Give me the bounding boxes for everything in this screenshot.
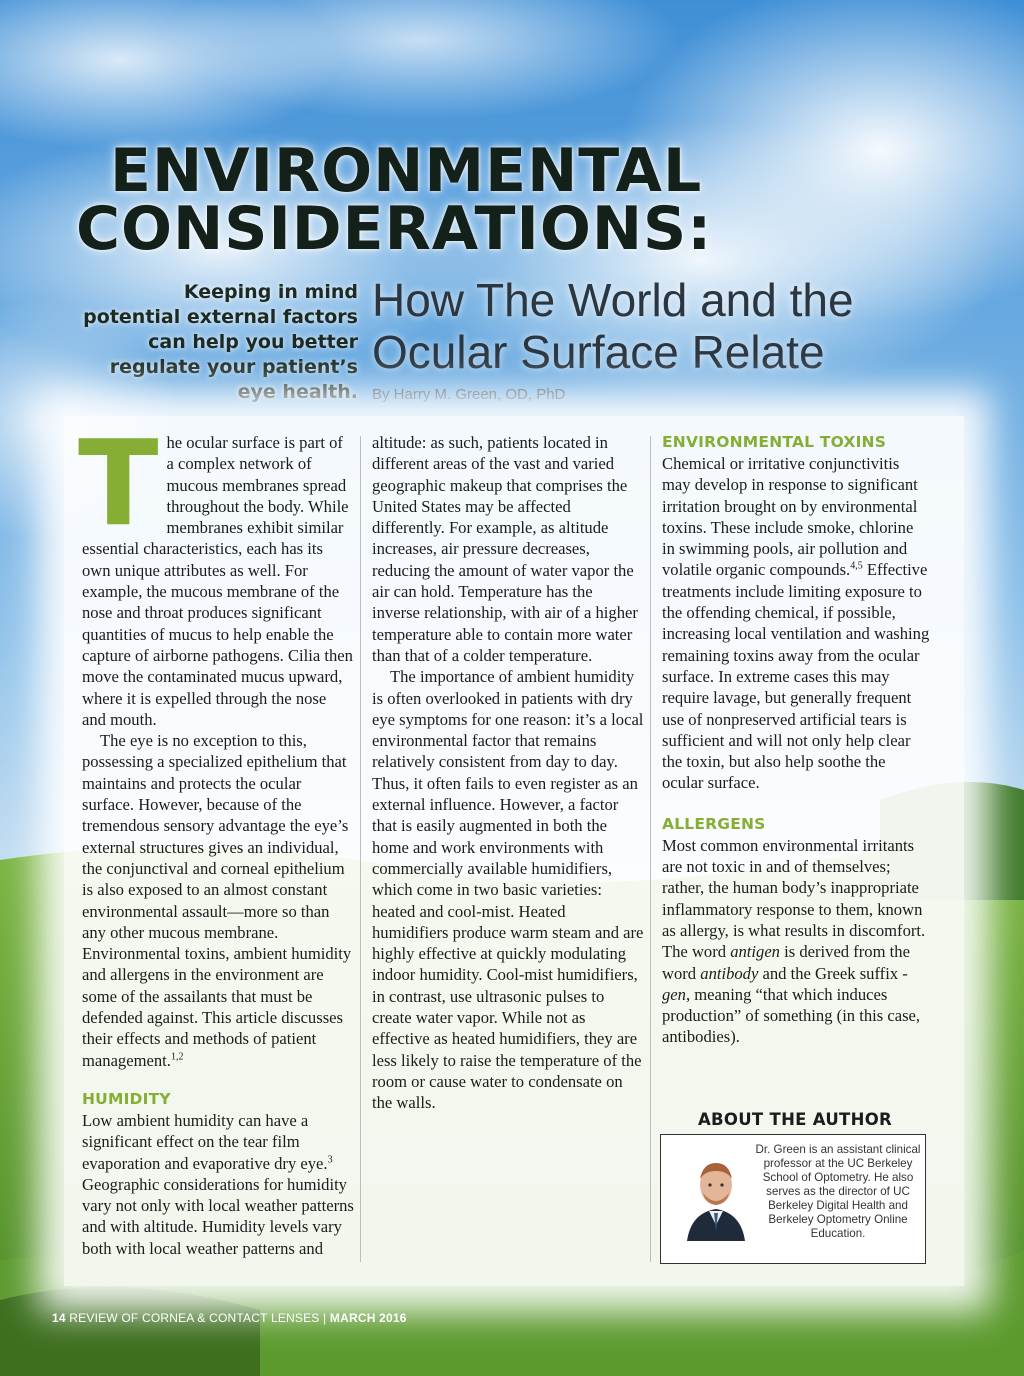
publication-name: REVIEW OF CORNEA & CONTACT LENSES xyxy=(69,1311,320,1325)
deck-line: regulate your patient’s xyxy=(109,356,358,378)
deck-text xyxy=(70,280,358,405)
page-number: 14 xyxy=(52,1311,66,1325)
italic-term: antigen xyxy=(730,942,780,962)
paragraph xyxy=(662,835,930,1048)
subtitle xyxy=(372,274,992,378)
article-column-2 xyxy=(372,432,644,1114)
paragraph xyxy=(662,453,930,794)
section-heading-toxins: ENVIRONMENTAL TOXINS xyxy=(662,433,887,451)
paragraph-text: Effective treatments include limiting exposure to the offending chemical, if possible, increasing local ventilation and washing remaining toxins away from the ocular surface. In extreme cases this may require lavage, but generally frequent use of nonpreserved artificial tears is sufficient and will not only help clear the toxin, but also help soothe the ocular surface. xyxy=(662,560,930,793)
paragraph-text: Low ambient humidity can have a significant effect on the tear film evaporation and evaporative dry eye. xyxy=(82,1110,328,1173)
column-divider xyxy=(360,436,361,1262)
italic-term: -gen xyxy=(662,963,908,1004)
italic-term: antibody xyxy=(700,963,759,983)
title-line-2: CONSIDERATIONS: xyxy=(76,194,713,264)
footer-separator: | xyxy=(323,1311,327,1325)
author-photo xyxy=(683,1147,749,1241)
byline: By Harry M. Green, OD, PhD xyxy=(372,386,566,403)
about-author-box xyxy=(660,1134,926,1264)
paragraph-text: The eye is no exception to this, possessing a specialized epithelium that maintains and protects the ocular surface. However, because of the tremendous sensory advantage the eye’s external structures gives an individual, the conjunctival and corneal epithelium is also exposed to an almost constant environmental assault—more so than any other mucous membrane. Environmental toxins, ambient humidity and allergens in the environment are some of the assailants that must be defended against. This article discusses their effects and methods of patient management. xyxy=(82,731,352,1070)
deck-line: eye health. xyxy=(237,381,358,403)
drop-cap: T xyxy=(78,414,159,552)
paragraph xyxy=(82,730,354,1071)
about-author-heading: ABOUT THE AUTHOR xyxy=(697,1110,893,1129)
subtitle-line-1: How The World and the xyxy=(372,274,854,326)
paragraph xyxy=(372,666,644,1113)
paragraph-text: The importance of ambient humidity is often overlooked in patients with dry eye symptoms for one reason: it’s a local environmental factor that remains relatively consistent from day to day. Thus, it often fails to even register as an external influence. However, a factor that is easily augmented in both the home and work environments with commercially available humidifiers, which come in two basic varieties: heated and cool-mist. Heated humidifiers produce warm steam and are highly effective at quickly modulating indoor humidity. Cool-mist humidifiers, in contrast, use ultrasonic pulses to create water vapor. While not as effective as heated humidifiers, they are less likely to raise the temperature of the room or cause water to condensate on the walls. xyxy=(372,667,644,1113)
paragraph-text: and the Greek suffix xyxy=(758,963,903,983)
deck-line: potential external factors xyxy=(83,306,358,328)
title-line-1: ENVIRONMENTAL xyxy=(110,136,703,206)
section-heading-humidity: HUMIDITY xyxy=(82,1089,171,1108)
paragraph-text: he ocular surface is part of a complex network of mucous membranes spread throughout the body. While membranes exhibit similar essential characteristics, each has its own unique attributes as well. For example, the mucous membrane of the nose and throat produces significant quantities of mucus to help enable the capture of airborne pathogens. Cilia then move the contaminated mucus upward, where it is expelled through the nose and mouth. xyxy=(82,433,353,729)
subtitle-line-2: Ocular Surface Relate xyxy=(372,326,825,378)
article-column-1 xyxy=(78,414,354,1259)
paragraph-text: altitude: as such, patients located in different areas of the vast and varied geographic makeup that comprises the United States may be affected differently. For example, as altitude increases, air pressure decreases, reducing the amount of water vapor the air can hold. Temperature has the inverse relationship, with air of a higher temperature able to contain more water than that of a colder temperature. xyxy=(372,433,638,665)
paragraph xyxy=(372,432,644,666)
page-footer xyxy=(52,1311,407,1325)
footnote-ref: 3 xyxy=(327,1153,333,1165)
footnote-ref: 4,5 xyxy=(850,560,863,572)
paragraph xyxy=(82,1110,354,1259)
column-divider xyxy=(650,436,651,1262)
paragraph-text: Chemical or irritative conjunctivitis may develop in response to significant irritation brought on by environmental toxins. These include smoke, chlorine in swimming pools, air pollution and volatile organic compounds. xyxy=(662,454,918,580)
paragraph-text: , meaning “that which induces production” of something (in this case, antibodies). xyxy=(662,984,921,1047)
footnote-ref: 1,2 xyxy=(170,1051,184,1063)
article-column-3 xyxy=(662,432,930,1048)
author-bio: Dr. Green is an assistant clinical professor at the UC Berkeley School of Optometry. He also serves as the director of UC Berkeley Digital Health and Berkeley Optometry Online Education. xyxy=(755,1143,921,1240)
page-title xyxy=(76,136,716,264)
deck-line: can help you better xyxy=(148,331,358,353)
paragraph-text: Geographic considerations for humidity vary not only with local weather patterns and with altitude. Humidity levels vary both with local weather patterns and xyxy=(82,1174,354,1258)
section-heading-allergens: ALLERGENS xyxy=(662,814,766,833)
paragraph-text: is derived from the word xyxy=(662,942,910,983)
deck-line: Keeping in mind xyxy=(183,281,358,303)
paragraph xyxy=(78,414,354,730)
issue-date: MARCH 2016 xyxy=(329,1311,407,1325)
paragraph-text: Most common environmental irritants are not toxic in and of themselves; rather, the human body’s inappropriate inflammatory response to them, known as allergy, is what results in discomfort. The word xyxy=(662,835,926,962)
